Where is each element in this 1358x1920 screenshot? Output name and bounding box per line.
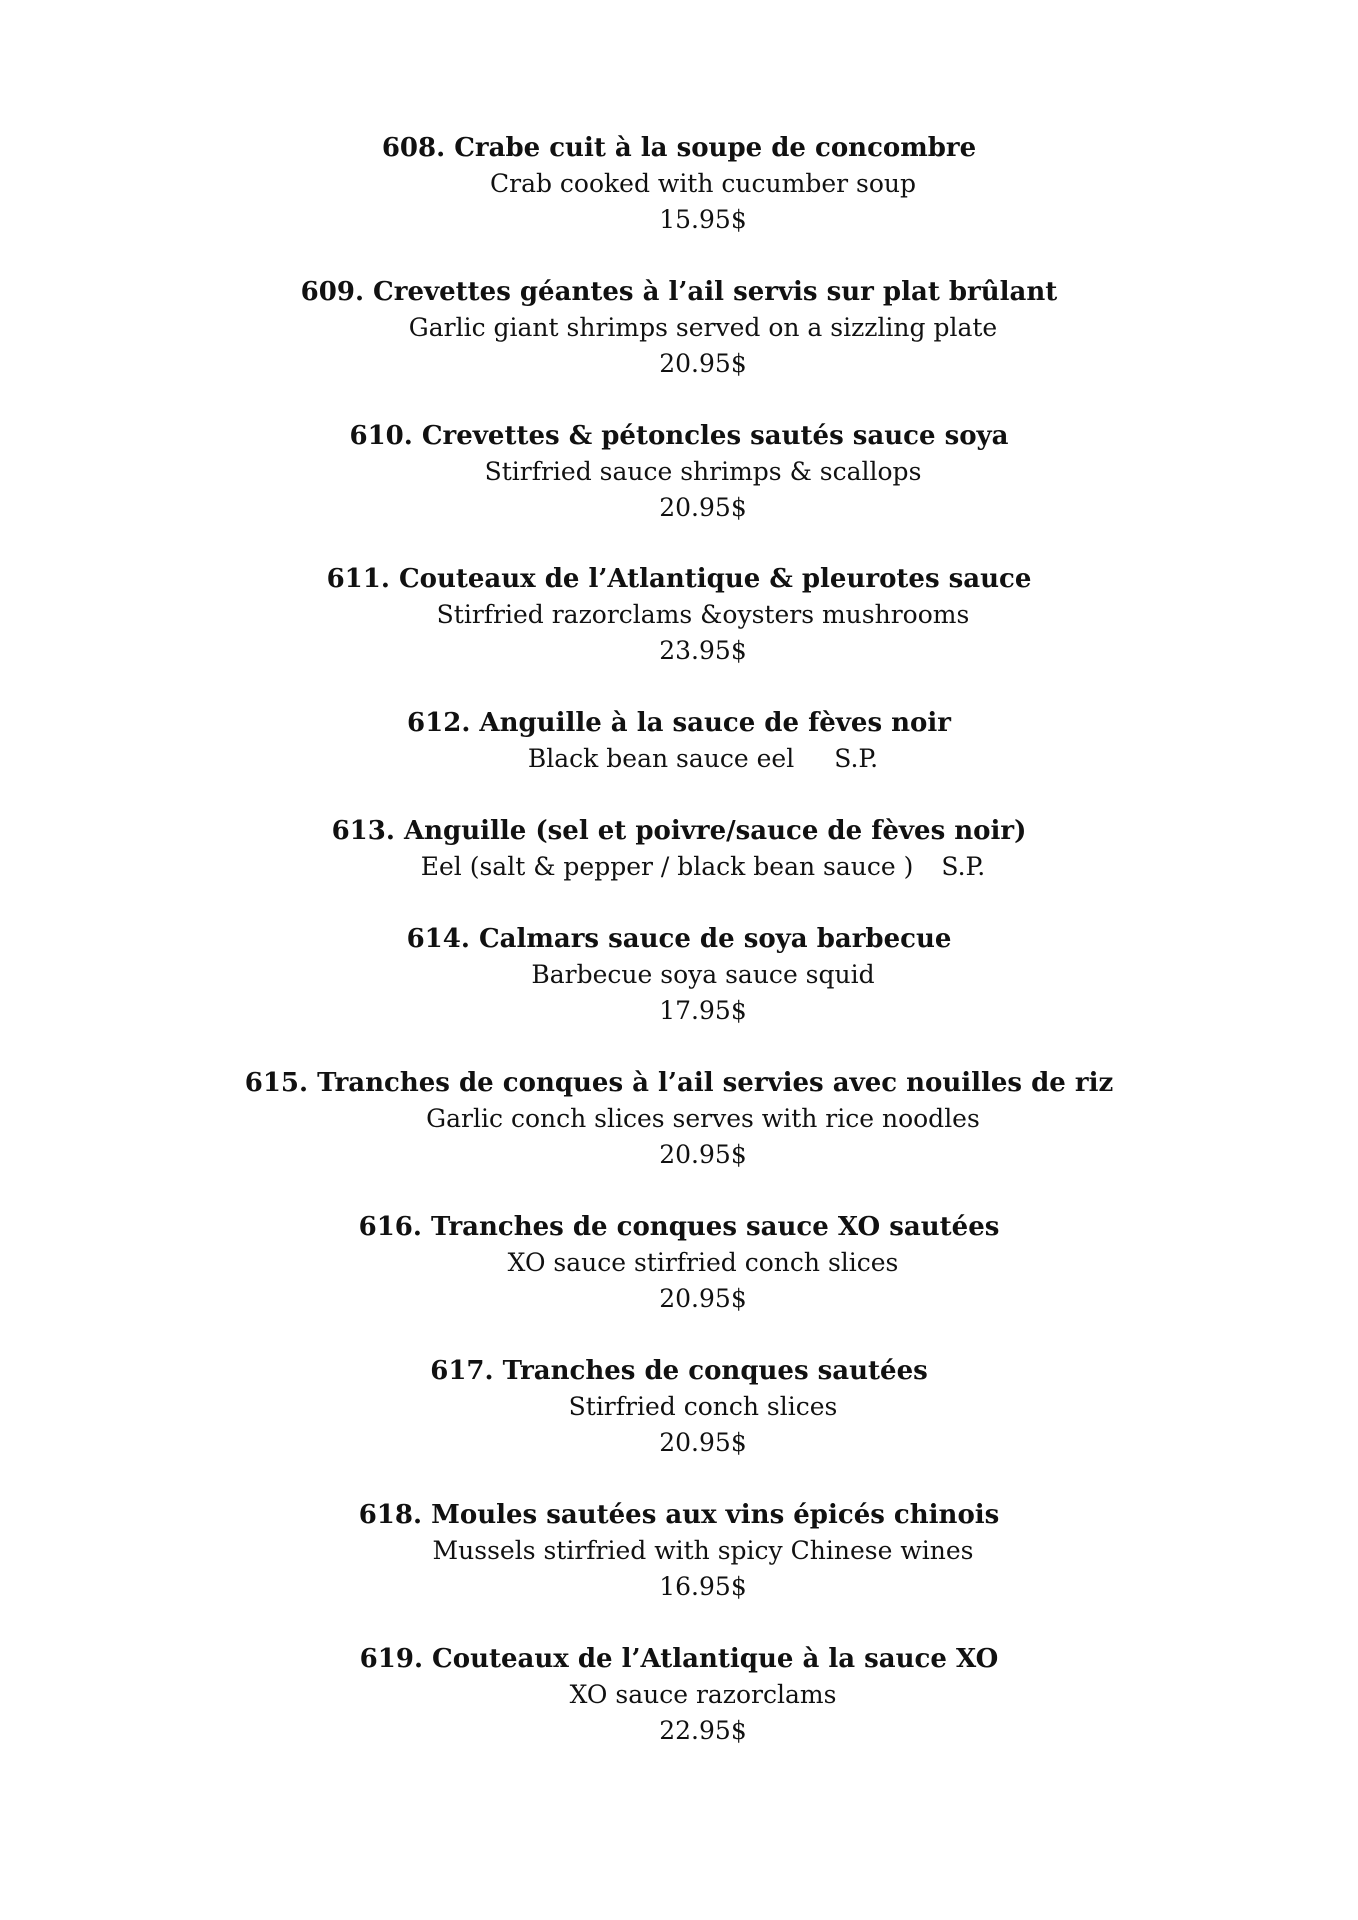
menu-item-description: Stirfried razorclams &oysters mushrooms (436, 600, 970, 629)
menu-item-price: S.P. (941, 852, 986, 881)
menu-item-description: Black bean sauce eel (527, 744, 795, 773)
menu-item-price: 16.95$ (659, 1572, 747, 1601)
menu-item-price: 20.95$ (659, 1284, 747, 1313)
menu-item-title: 619. Couteaux de l’Atlantique à la sauce XO (359, 1644, 999, 1674)
menu-item-description: Garlic giant shrimps served on a sizzling plate (408, 313, 998, 342)
menu-item-description: Stirfried sauce shrimps & scallops (484, 457, 922, 486)
menu-item-description-line (24, 742, 1358, 776)
menu-item-title: 616. Tranches de conques sauce XO sautées (358, 1212, 1000, 1242)
menu-item-price: S.P. (834, 744, 879, 773)
menu-item-title: 617. Tranches de conques sautées (430, 1356, 928, 1386)
menu-item-price: 20.95$ (659, 493, 747, 522)
menu-item-price: 22.95$ (659, 1716, 747, 1745)
menu-item-title: 613. Anguille (sel et poivre/sauce de fèves noir) (331, 816, 1027, 846)
menu-item-description: Barbecue soya sauce squid (531, 960, 875, 989)
menu-item-title: 610. Crevettes & pétoncles sautés sauce soya (349, 421, 1009, 451)
menu-item-title: 614. Calmars sauce de soya barbecue (406, 924, 952, 954)
menu-item-price: 20.95$ (659, 1428, 747, 1457)
menu-item-description: Crab cooked with cucumber soup (489, 169, 916, 198)
menu-item-title: 618. Moules sautées aux vins épicés chinois (358, 1500, 1000, 1530)
menu-item-price: 23.95$ (659, 636, 747, 665)
menu-item-title: 615. Tranches de conques à l’ail servies avec nouilles de riz (244, 1068, 1114, 1098)
menu-item-title: 611. Couteaux de l’Atlantique & pleurotes sauce (326, 564, 1032, 594)
menu-item-price: 20.95$ (659, 1140, 747, 1169)
menu-item-description: Garlic conch slices serves with rice noodles (426, 1104, 980, 1133)
menu-item-title: 609. Crevettes géantes à l’ail servis sur plat brûlant (300, 277, 1058, 307)
menu-item-title: 612. Anguille à la sauce de fèves noir (407, 708, 951, 738)
menu-item-title: 608. Crabe cuit à la soupe de concombre (381, 133, 977, 163)
menu-item-description: Stirfried conch slices (568, 1392, 838, 1421)
menu-item-price: 17.95$ (659, 996, 747, 1025)
menu-item-description: XO sauce razorclams (569, 1680, 837, 1709)
menu-item-description-line (24, 850, 1358, 884)
menu-item-description: Mussels stirfried with spicy Chinese wines (432, 1536, 974, 1565)
menu-item-description: XO sauce stirfried conch slices (507, 1248, 899, 1277)
menu-item-price: 15.95$ (659, 205, 747, 234)
menu-item-price: 20.95$ (659, 349, 747, 378)
menu-item-description: Eel (salt & pepper / black bean sauce ) (420, 852, 914, 881)
